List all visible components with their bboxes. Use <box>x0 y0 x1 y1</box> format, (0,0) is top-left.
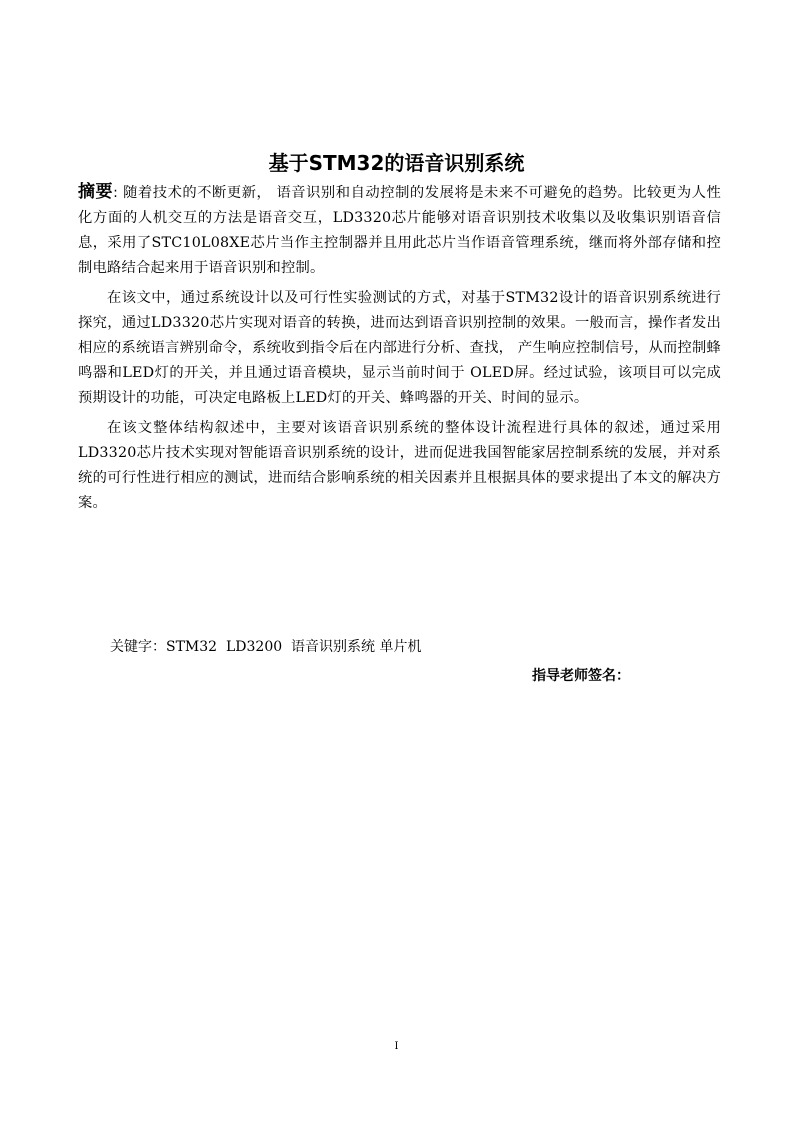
abstract-text: 随着技术的不断更新， 语音识别和自动控制的发展将是未来不可避免的趋势。比较更为人性化方面的人机交互的方法是语音交互，LD3320芯片能够对语音识别技术收集以及收集识别语音信息，采用了STC10L08XE芯片当作主控制器并且用此芯片当作语音管理系统，继而将外部存储和控制电路结合起来用于语音识别和控制。 <box>78 185 721 276</box>
page-number: I <box>394 1041 399 1052</box>
abstract-section <box>78 180 721 521</box>
abstract-label: 摘要 <box>78 182 114 202</box>
document-title: 基于STM32的语音识别系统 <box>268 151 525 175</box>
keywords-label: 关键字： <box>110 639 166 655</box>
abstract-paragraph-2: 在该文中，通过系统设计以及可行性实验测试的方式，对基于STM32设计的语音识别系统进行探究，通过LD3320芯片实现对语音的转换，进而达到语音识别控制的效果。一般而言，操作者发出相应的系统语言辨别命令，系统收到指令后在内部进行分析、查找， 产生响应控制信号，从而控制蜂鸣器和LED灯的开关，并且通过语音模块，显示当前时间于 OLED屏。经过试验，该项目可以完成预期设计的功能，可决定电路板上LED灯的开关、蜂鸣器的开关、时间的显示。 <box>78 290 721 406</box>
abstract-separator: : <box>113 185 118 201</box>
abstract-paragraph-1 <box>78 180 721 281</box>
abstract-paragraph-3: 在该文整体结构叙述中，主要对该语音识别系统的整体设计流程进行具体的叙述，通过采用LD3320芯片技术实现对智能语音识别系统的设计，进而促进我国智能家居控制系统的发展，并对系统的可行性进行相应的测试，进而结合影响系统的相关因素并且根据具体的要求提出了本文的解决方案。 <box>78 420 721 511</box>
advisor-signature-label: 指导老师签名： <box>532 668 630 684</box>
keywords-values: STM32 LD3200 语音识别系统 单片机 <box>166 639 422 655</box>
keywords-line <box>110 636 421 658</box>
